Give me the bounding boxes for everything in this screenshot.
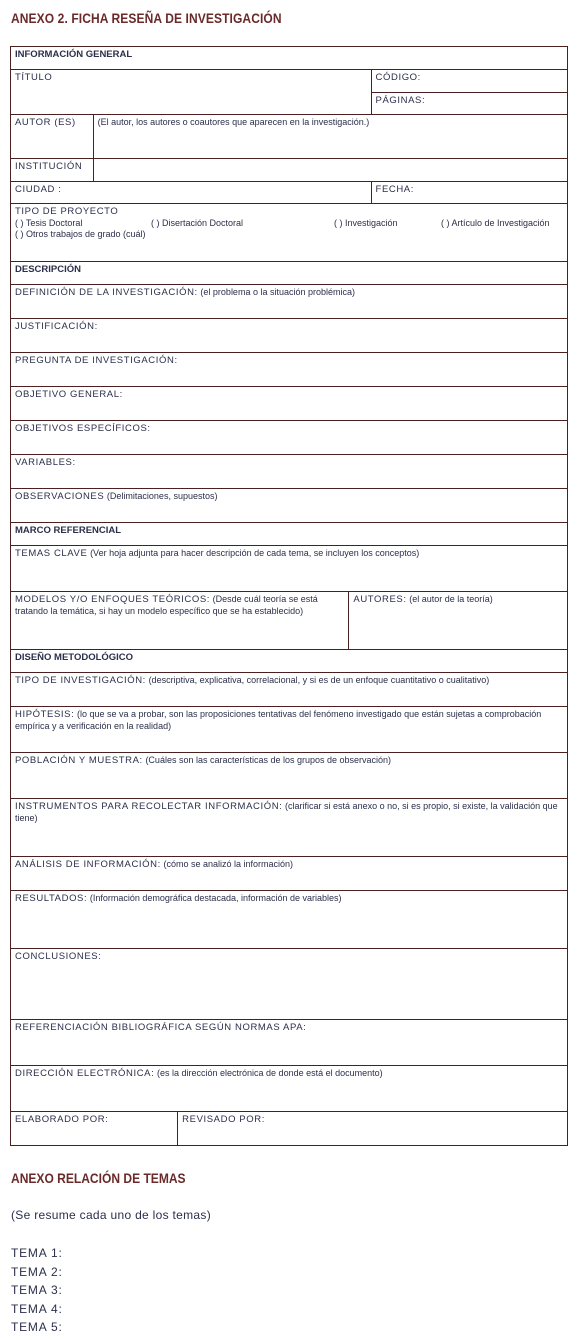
tipo-investigacion-note: (descriptiva, explicativa, correlacional, y si es de un enfoque cuantitativo o cualitativo) [148, 675, 490, 685]
autor-label: AUTOR (ES) [15, 117, 76, 128]
paginas-label: PÁGINAS: [375, 95, 426, 106]
analisis-field[interactable] [11, 857, 568, 891]
option-articulo[interactable]: ( ) Artículo de Investigación [441, 217, 550, 228]
section-general-heading: INFORMACIÓN GENERAL [11, 47, 568, 70]
temas-list [11, 1244, 63, 1337]
poblacion-field[interactable] [11, 753, 568, 799]
observaciones-field[interactable] [11, 489, 568, 523]
hipotesis-field[interactable] [11, 707, 568, 753]
tipo-proyecto-field[interactable] [11, 204, 568, 262]
observaciones-label: OBSERVACIONES [15, 491, 105, 502]
objetivo-general-label: OBJETIVO GENERAL: [15, 389, 123, 400]
section-diseno-heading: DISEÑO METODOLÓGICO [11, 650, 568, 673]
elaborado-label: ELABORADO POR: [15, 1114, 109, 1125]
elaborado-field[interactable] [11, 1112, 178, 1146]
analisis-label: ANÁLISIS DE INFORMACIÓN: [15, 859, 161, 870]
paginas-field[interactable] [371, 93, 567, 115]
conclusiones-field[interactable] [11, 949, 568, 1020]
objetivos-especificos-field[interactable] [11, 421, 568, 455]
option-tesis-doctoral[interactable]: ( ) Tesis Doctoral [15, 217, 83, 228]
titulo-label: TÍTULO [15, 72, 53, 83]
tipo-investigacion-label: TIPO DE INVESTIGACIÓN: [15, 675, 146, 686]
autor-label-cell [11, 115, 94, 159]
option-disertacion-doctoral[interactable]: ( ) Disertación Doctoral [151, 217, 244, 228]
tema-item: TEMA 2: [11, 1264, 63, 1279]
modelos-field[interactable] [11, 592, 349, 650]
analisis-note: (cómo se analizó la información) [163, 859, 294, 869]
temas-clave-field[interactable] [11, 546, 568, 592]
codigo-label: CÓDIGO: [375, 72, 421, 83]
definicion-label: DEFINICIÓN DE LA INVESTIGACIÓN: [15, 287, 198, 298]
tema-item: TEMA 4: [11, 1301, 63, 1316]
autor-field[interactable] [93, 115, 567, 159]
option-otros[interactable]: ( ) Otros trabajos de grado (cuál) [15, 228, 146, 239]
modelos-note: (Desde cuál teoría se está tratando la temática, si hay un modelo específico que se ha establecido) [15, 594, 318, 616]
document-title: ANEXO 2. FICHA RESEÑA DE INVESTIGACIÓN [11, 10, 282, 26]
hipotesis-label: HIPÓTESIS: [15, 709, 75, 720]
titulo-field[interactable] [11, 70, 372, 115]
fecha-field[interactable] [371, 182, 567, 204]
objetivo-general-field[interactable] [11, 387, 568, 421]
annex-title: ANEXO RELACIÓN DE TEMAS [11, 1170, 186, 1186]
conclusiones-label: CONCLUSIONES: [15, 951, 102, 962]
variables-field[interactable] [11, 455, 568, 489]
codigo-field[interactable] [371, 70, 567, 93]
institucion-label-cell [11, 159, 94, 182]
section-marco-heading: MARCO REFERENCIAL [11, 523, 568, 546]
autores-label: AUTORES: [353, 594, 407, 605]
revisado-field[interactable] [178, 1112, 568, 1146]
objetivos-especificos-label: OBJETIVOS ESPECÍFICOS: [15, 423, 151, 434]
direccion-label: DIRECCIÓN ELECTRÓNICA: [15, 1068, 155, 1079]
justificacion-field[interactable] [11, 319, 568, 353]
justificacion-label: JUSTIFICACIÓN: [15, 321, 98, 332]
tipo-investigacion-field[interactable] [11, 673, 568, 707]
variables-label: VARIABLES: [15, 457, 76, 468]
research-review-form [10, 46, 568, 1146]
autor-note: (El autor, los autores o coautores que aparecen en la investigación.) [97, 117, 370, 127]
institucion-field[interactable] [93, 159, 567, 182]
hipotesis-note: (lo que se va a probar, son las proposiciones tentativas del fenómeno investigado que están sujetas a comprobación empírica y a verificación en la realidad) [15, 709, 542, 731]
section-descripcion-heading: DESCRIPCIÓN [11, 262, 568, 285]
option-investigacion[interactable]: ( ) Investigación [334, 217, 398, 228]
poblacion-note: (Cuáles son las características de los grupos de observación) [145, 755, 392, 765]
institucion-label: INSTITUCIÓN [15, 161, 83, 172]
autores-note: (el autor de la teoría) [409, 594, 493, 604]
fecha-label: FECHA: [375, 184, 414, 195]
pregunta-field[interactable] [11, 353, 568, 387]
referenciacion-label: REFERENCIACIÓN BIBLIOGRÁFICA SEGÚN NORMAS APA: [15, 1022, 307, 1033]
modelos-label: MODELOS Y/O ENFOQUES TEÓRICOS: [15, 594, 211, 605]
resultados-note: (Información demográfica destacada, información de variables) [89, 893, 342, 903]
instrumentos-note: (clarificar si está anexo o no, si es propio, si existe, la validación que tiene) [15, 801, 558, 823]
tema-item: TEMA 5: [11, 1320, 63, 1334]
poblacion-label: POBLACIÓN Y MUESTRA: [15, 755, 143, 766]
resultados-field[interactable] [11, 891, 568, 949]
tema-item: TEMA 3: [11, 1283, 63, 1297]
ciudad-label: CIUDAD : [15, 184, 62, 195]
instrumentos-field[interactable] [11, 799, 568, 857]
pregunta-label: PREGUNTA DE INVESTIGACIÓN: [15, 355, 178, 366]
revisado-label: REVISADO POR: [182, 1114, 265, 1125]
tipo-proyecto-label: TIPO DE PROYECTO [15, 206, 119, 217]
ciudad-field[interactable] [11, 182, 372, 204]
referenciacion-field[interactable] [11, 1020, 568, 1066]
resultados-label: RESULTADOS: [15, 893, 88, 904]
annex-subtitle: (Se resume cada uno de los temas) [11, 1208, 211, 1222]
direccion-field[interactable] [11, 1066, 568, 1112]
definicion-note: (el problema o la situación problémica) [200, 287, 355, 297]
observaciones-note: (Delimitaciones, supuestos) [106, 491, 218, 501]
temas-clave-note: (Ver hoja adjunta para hacer descripción de cada tema, se incluyen los conceptos) [90, 548, 420, 558]
autores-field[interactable] [349, 592, 568, 650]
definicion-field[interactable] [11, 285, 568, 319]
temas-clave-label: TEMAS CLAVE [15, 548, 88, 559]
direccion-note: (es la dirección electrónica de donde está el documento) [157, 1068, 383, 1078]
instrumentos-label: INSTRUMENTOS PARA RECOLECTAR INFORMACIÓN: [15, 801, 283, 812]
tema-item: TEMA 1: [11, 1246, 63, 1260]
